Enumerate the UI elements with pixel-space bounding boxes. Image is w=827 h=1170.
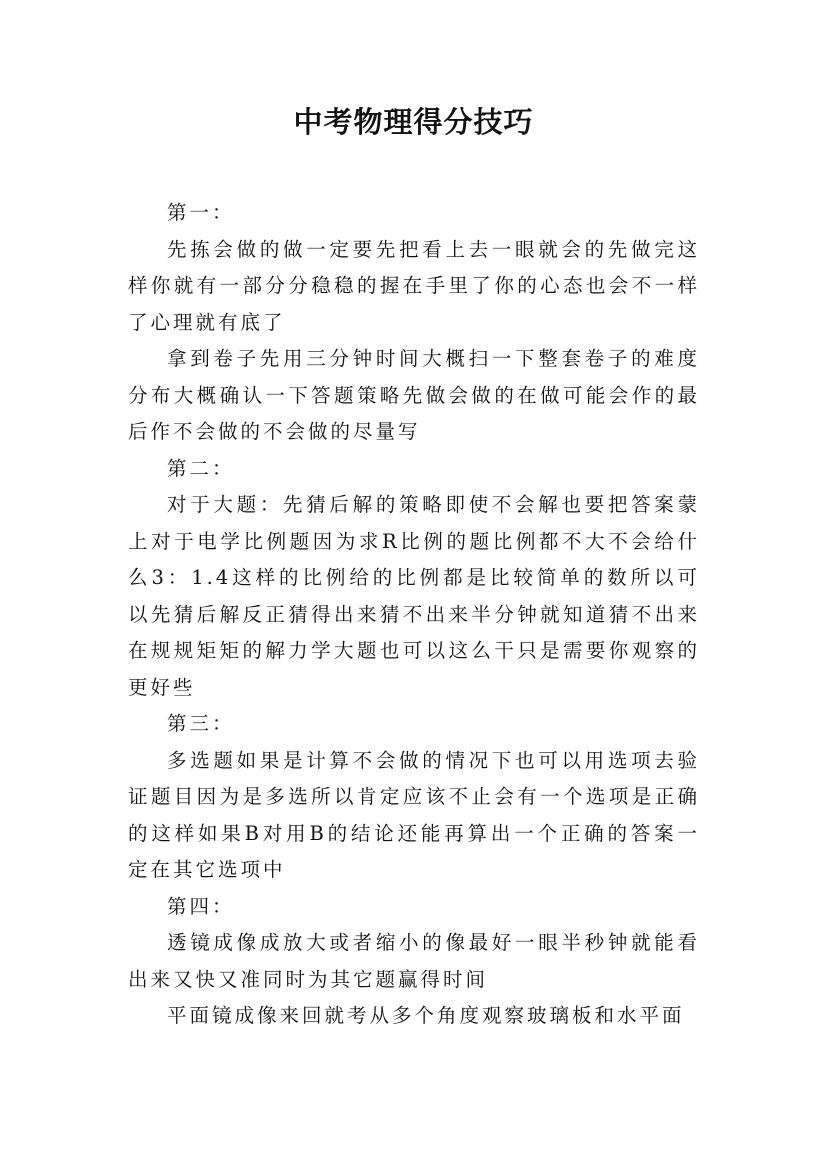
document-body xyxy=(128,195,700,1035)
section-heading-4: 第四： xyxy=(167,894,235,918)
paragraph: 透镜成像成放大或者缩小的像最好一眼半秒钟就能看出来又快又准同时为其它题赢得时间 xyxy=(128,931,700,991)
paragraph: 对于大题：先猜后解的策略即使不会解也要把答案蒙上对于电学比例题因为求R比例的题比例都不大不会给什么3：1.4这样的比例给的比例都是比较简单的数所以可以先猜后解反正猜得出来猜不出来半分钟就知道猜不出来在规规矩矩的解力学大题也可以这么干只是需要你观察的更好些 xyxy=(128,493,700,699)
paragraph: 多选题如果是计算不会做的情况下也可以用选项去验证题目因为是多选所以肯定应该不止会有一个选项是正确的这样如果B对用B的结论还能再算出一个正确的答案一定在其它选项中 xyxy=(128,748,700,881)
paragraph: 拿到卷子先用三分钟时间大概扫一下整套卷子的难度分布大概确认一下答题策略先做会做的在做可能会作的最后作不会做的不会做的尽量写 xyxy=(128,347,700,443)
paragraph: 先拣会做的做一定要先把看上去一眼就会的先做完这样你就有一部分分稳稳的握在手里了你的心态也会不一样了心理就有底了 xyxy=(128,237,700,334)
paragraph: 平面镜成像来回就考从多个角度观察玻璃板和水平面 xyxy=(167,1004,685,1027)
document-title: 中考物理得分技巧 xyxy=(293,105,534,139)
section-heading-3: 第三： xyxy=(167,712,235,735)
section-heading-2: 第二： xyxy=(167,456,235,480)
section-heading-1: 第一： xyxy=(167,201,235,224)
